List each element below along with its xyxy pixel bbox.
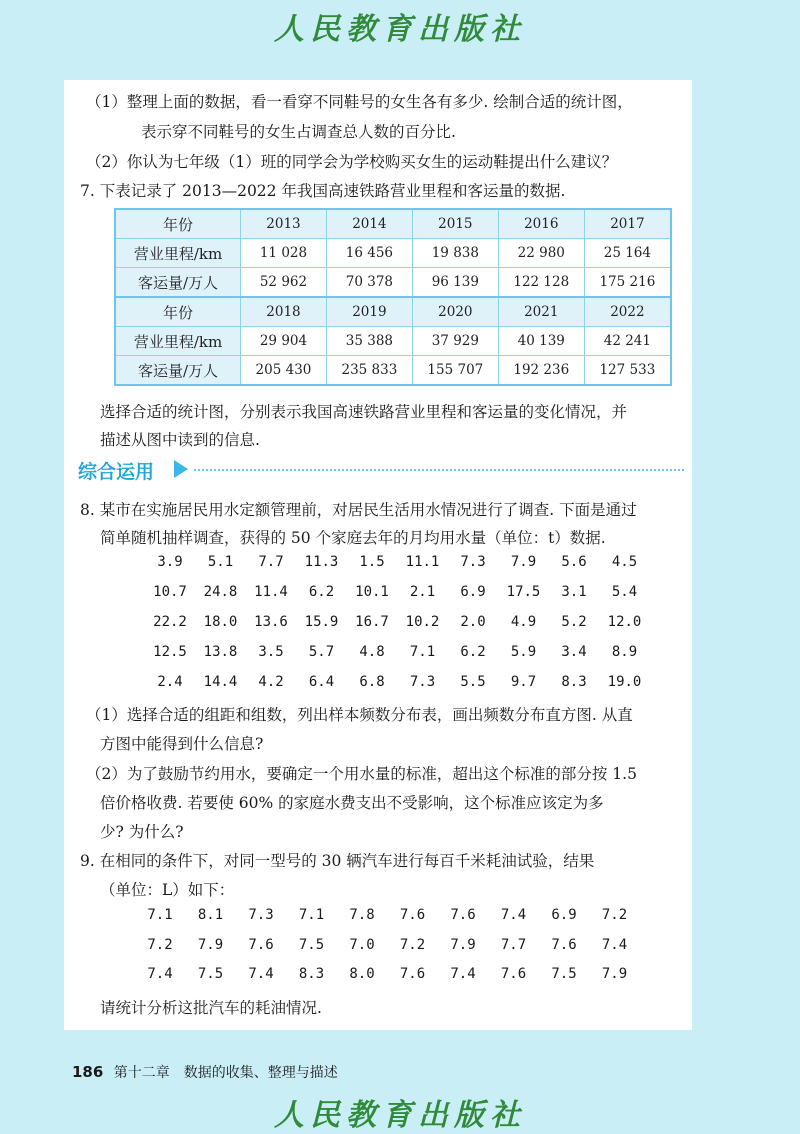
q8-text-line1: 8. 某市在实施居民用水定额管理前，对居民生活用水情况进行了调查. 下面是通过: [80, 501, 637, 519]
q8-text-line2: 简单随机抽样调查，获得的 50 个家庭去年的月均用水量（单位：t）数据.: [100, 529, 606, 547]
data-value: 7.1: [147, 907, 173, 923]
data-value: 11.1: [405, 554, 440, 570]
table-cell: 2016: [498, 209, 584, 239]
table-cell: 2020: [412, 297, 498, 327]
table-cell: 2014: [326, 209, 412, 239]
table-row: [115, 356, 671, 386]
data-value: 10.1: [355, 584, 389, 600]
data-value: 13.6: [254, 614, 288, 630]
q8-part1-line1: （1）选择合适的组距和组数，列出样本频数分布表，画出频数分布直方图. 从直: [86, 706, 633, 724]
data-value: 7.6: [500, 966, 527, 982]
data-value: 2.1: [409, 584, 436, 600]
table-cell: 16 456: [326, 239, 412, 268]
data-value: 24.8: [203, 584, 238, 600]
data-value: 1.5: [359, 554, 385, 570]
data-value: 15.9: [304, 614, 339, 630]
q8-part2-line2: 倍价格收费. 若要使 60% 的家庭水费支出不受影响，这个标准应该定为多: [100, 794, 604, 812]
table-cell: 35 388: [326, 327, 412, 356]
table-cell: 2013: [241, 209, 327, 239]
page-footer: [72, 1062, 338, 1082]
data-value: 7.3: [460, 554, 486, 570]
data-value: 6.8: [359, 674, 385, 690]
table-cell: 96 139: [412, 268, 498, 298]
data-value: 7.6: [551, 936, 577, 953]
data-value: 7.4: [601, 936, 628, 953]
data-value: 7.2: [601, 907, 628, 923]
q6-part2: （2）你认为七年级（1）班的同学会为学校购买女生的运动鞋提出什么建议？: [86, 153, 618, 171]
data-value: 7.6: [399, 966, 426, 982]
table-cell: 2022: [584, 297, 671, 327]
q6-part1-line1: （1）整理上面的数据，看一看穿不同鞋号的女生各有多少. 绘制合适的统计图，: [86, 93, 633, 111]
data-value: 12.0: [607, 614, 642, 630]
data-value: 4.9: [510, 614, 537, 630]
data-value: 5.2: [561, 614, 587, 630]
row-label-mileage: 营业里程/km: [115, 239, 241, 268]
data-value: 6.9: [460, 584, 486, 600]
table-cell: 52 962: [241, 268, 327, 298]
data-value: 7.5: [197, 966, 224, 982]
table-cell: 192 236: [498, 356, 584, 386]
data-value: 16.7: [355, 614, 389, 630]
publisher-watermark-top: 人民教育出版社: [274, 12, 526, 47]
row-label-passengers: 客运量/万人: [115, 356, 241, 386]
data-value: 10.2: [405, 614, 440, 630]
table-cell: 25 164: [584, 239, 671, 268]
table-cell: 19 838: [412, 239, 498, 268]
data-value: 4.8: [359, 644, 385, 660]
table-row: [115, 239, 671, 268]
data-value: 3.4: [561, 644, 587, 660]
table-cell: 155 707: [412, 356, 498, 386]
table-cell: 2019: [326, 297, 412, 327]
q9-text-line1: 9. 在相同的条件下，对同一型号的 30 辆汽车进行每百千米耗油试验，结果: [80, 852, 595, 870]
q8-part2-line3: 少? 为什么?: [100, 823, 184, 841]
data-value: 19.0: [607, 674, 642, 690]
data-value: 7.0: [349, 936, 375, 953]
data-value: 4.5: [611, 554, 638, 570]
data-value: 5.9: [510, 644, 537, 660]
data-value: 7.7: [500, 936, 527, 953]
q9-follow: 请统计分析这批汽车的耗油情况.: [100, 999, 322, 1017]
data-value: 17.5: [506, 584, 541, 600]
data-value: 7.3: [409, 674, 436, 690]
q8-part2-line1: （2）为了鼓励节约用水，要确定一个用水量的标准，超出这个标准的部分按 1.5: [86, 765, 637, 783]
q9-text-line2: （单位：L）如下：: [100, 881, 235, 899]
data-value: 14.4: [203, 674, 238, 690]
row-label-mileage: 营业里程/km: [115, 327, 241, 356]
data-value: 8.9: [611, 644, 638, 660]
table-cell: 2021: [498, 297, 584, 327]
table-cell: 2018: [241, 297, 327, 327]
data-value: 2.4: [157, 674, 183, 690]
data-value: 7.3: [248, 907, 274, 923]
data-value: 8.0: [349, 966, 375, 982]
table-cell: 70 378: [326, 268, 412, 298]
data-value: 5.1: [207, 554, 234, 570]
data-value: 3.1: [561, 584, 587, 600]
table-cell: 42 241: [584, 327, 671, 356]
table-row: [115, 327, 671, 356]
data-value: 4.2: [258, 674, 284, 690]
table-cell: 2017: [584, 209, 671, 239]
section-divider: [194, 469, 684, 471]
page-number: 186: [72, 1063, 104, 1081]
table-cell: 205 430: [241, 356, 327, 386]
data-value: 6.2: [308, 584, 335, 600]
row-label-year: 年份: [115, 297, 241, 327]
data-value: 9.7: [510, 674, 537, 690]
data-value: 13.8: [203, 644, 238, 660]
data-value: 3.9: [157, 554, 183, 570]
data-value: 8.3: [298, 966, 325, 982]
table-cell: 29 904: [241, 327, 327, 356]
table-cell: 175 216: [584, 268, 671, 298]
row-label-passengers: 客运量/万人: [115, 268, 241, 298]
table-row: [115, 297, 671, 327]
data-value: 5.5: [460, 674, 486, 690]
data-value: 6.2: [460, 644, 486, 660]
data-value: 7.4: [450, 966, 476, 982]
q7-follow-line1: 选择合适的统计图，分别表示我国高速铁路营业里程和客运量的变化情况，并: [100, 403, 628, 421]
data-value: 7.2: [399, 936, 426, 953]
data-value: 7.8: [349, 907, 375, 923]
data-value: 7.9: [197, 936, 224, 953]
data-value: 8.1: [197, 907, 224, 923]
data-value: 7.5: [551, 966, 577, 982]
table-cell: 122 128: [498, 268, 584, 298]
data-value: 5.7: [308, 644, 335, 660]
q7-follow-line2: 描述从图中读到的信息.: [100, 431, 260, 449]
data-value: 7.4: [147, 966, 173, 982]
data-value: 11.3: [304, 554, 339, 570]
row-label-year: 年份: [115, 209, 241, 239]
table-cell: 37 929: [412, 327, 498, 356]
data-value: 7.4: [248, 966, 274, 982]
data-value: 18.0: [203, 614, 238, 630]
section-title: 综合运用: [78, 461, 155, 483]
data-value: 22.2: [153, 614, 187, 630]
data-value: 10.7: [153, 584, 187, 600]
data-value: 6.4: [308, 674, 335, 690]
data-value: 3.5: [258, 644, 284, 660]
data-value: 5.4: [611, 584, 638, 600]
data-value: 2.0: [460, 614, 486, 630]
table-row: [115, 268, 671, 298]
data-value: 11.4: [254, 584, 288, 600]
table-cell: 2015: [412, 209, 498, 239]
triangle-arrow-icon: [174, 460, 188, 478]
table-cell: 235 833: [326, 356, 412, 386]
data-value: 7.9: [601, 966, 628, 982]
data-value: 5.6: [561, 554, 587, 570]
data-value: 8.3: [561, 674, 587, 690]
data-value: 7.7: [258, 554, 284, 570]
table-row: [115, 209, 671, 239]
data-value: 6.9: [551, 907, 577, 923]
publisher-watermark-bottom: 人民教育出版社: [274, 1098, 526, 1133]
table-cell: 40 139: [498, 327, 584, 356]
data-value: 7.6: [450, 907, 476, 923]
chapter-title: 第十二章 数据的收集、整理与描述: [113, 1065, 338, 1081]
table-cell: 127 533: [584, 356, 671, 386]
data-value: 7.1: [409, 644, 436, 660]
data-value: 7.6: [248, 936, 274, 953]
table-cell: 11 028: [241, 239, 327, 268]
data-value: 7.9: [510, 554, 537, 570]
data-value: 7.5: [298, 936, 325, 953]
table-cell: 22 980: [498, 239, 584, 268]
data-value: 7.1: [298, 907, 325, 923]
data-value: 7.9: [450, 936, 476, 953]
data-value: 7.4: [500, 907, 527, 923]
data-value: 7.6: [399, 907, 426, 923]
railway-data-table: [114, 208, 672, 386]
q7-text: 7. 下表记录了 2013—2022 年我国高速铁路营业里程和客运量的数据.: [80, 182, 566, 200]
q8-part1-line2: 方图中能得到什么信息?: [100, 735, 264, 753]
data-value: 12.5: [153, 644, 187, 660]
data-value: 7.2: [147, 936, 173, 953]
q6-part1-line2: 表示穿不同鞋号的女生占调查总人数的百分比.: [141, 123, 456, 141]
